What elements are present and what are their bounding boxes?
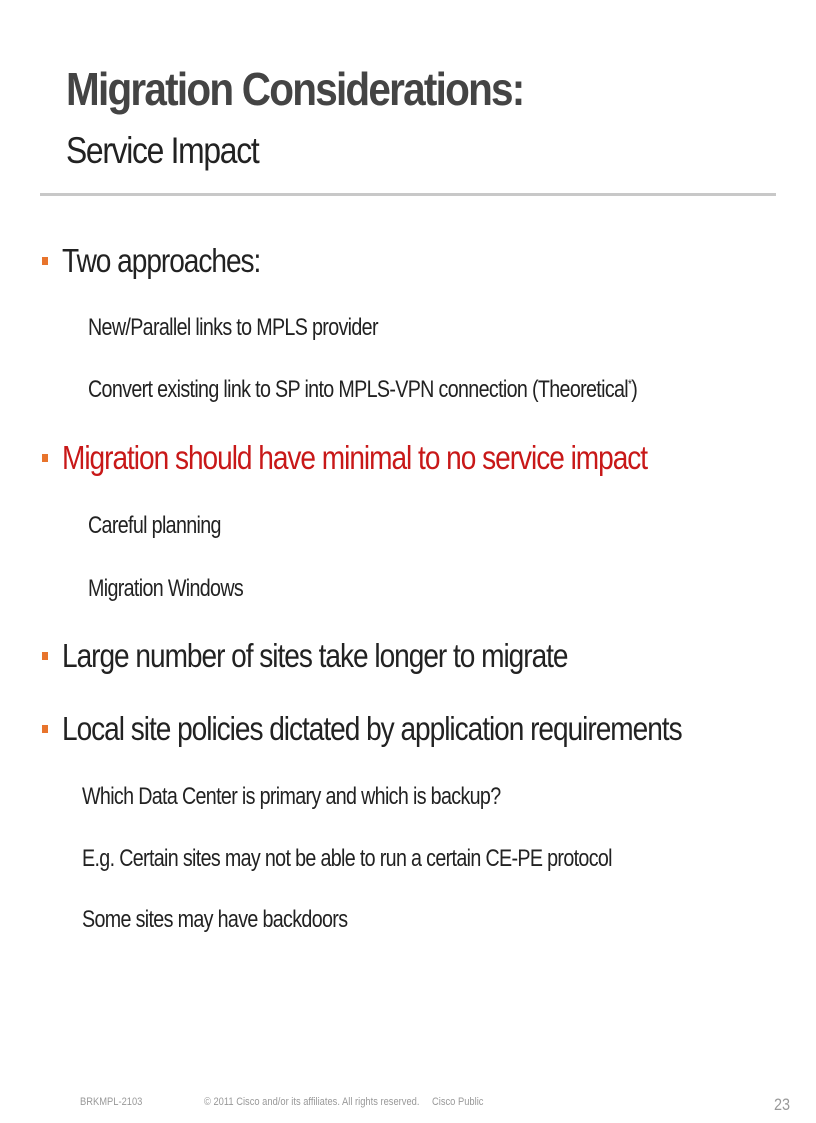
bullet-square-icon <box>42 725 48 733</box>
sub-item: New/Parallel links to MPLS provider <box>88 314 378 341</box>
bullet-text: Large number of sites take longer to migrate <box>62 637 568 674</box>
bullet-item <box>42 710 791 748</box>
footnote-marker: * <box>628 377 632 391</box>
slide-subtitle: Service Impact <box>66 130 259 171</box>
slide-title: Migration Considerations: <box>66 63 524 115</box>
sub-item: E.g. Certain sites may not be able to run a certain CE-PE protocol <box>82 845 612 872</box>
footer-classification: Cisco Public <box>432 1096 484 1108</box>
page-number: 23 <box>774 1095 791 1114</box>
bullet-square-icon <box>42 257 48 265</box>
title-divider <box>40 193 776 196</box>
sub-item: Some sites may have backdoors <box>82 906 348 933</box>
bullet-text: Two approaches: <box>62 242 261 279</box>
bullet-item <box>42 242 295 280</box>
bullet-square-icon <box>42 652 48 660</box>
sub-item: Careful planning <box>88 512 221 539</box>
sub-item: Convert existing link to SP into MPLS-VPN connection (Theoretical*) <box>88 376 638 403</box>
bullet-square-icon <box>42 454 48 462</box>
footer-copyright: © 2011 Cisco and/or its affiliates. All rights reserved. <box>204 1096 420 1108</box>
sub-item: Migration Windows <box>88 575 244 602</box>
bullet-text: Local site policies dictated by application requirements <box>62 710 682 747</box>
bullet-item <box>42 439 750 477</box>
bullet-text-highlight: Migration should have minimal to no service impact <box>62 439 648 476</box>
footer-session-id: BRKMPL-2103 <box>80 1096 143 1108</box>
sub-item: Which Data Center is primary and which is backup? <box>82 783 501 810</box>
bullet-item <box>42 637 657 675</box>
